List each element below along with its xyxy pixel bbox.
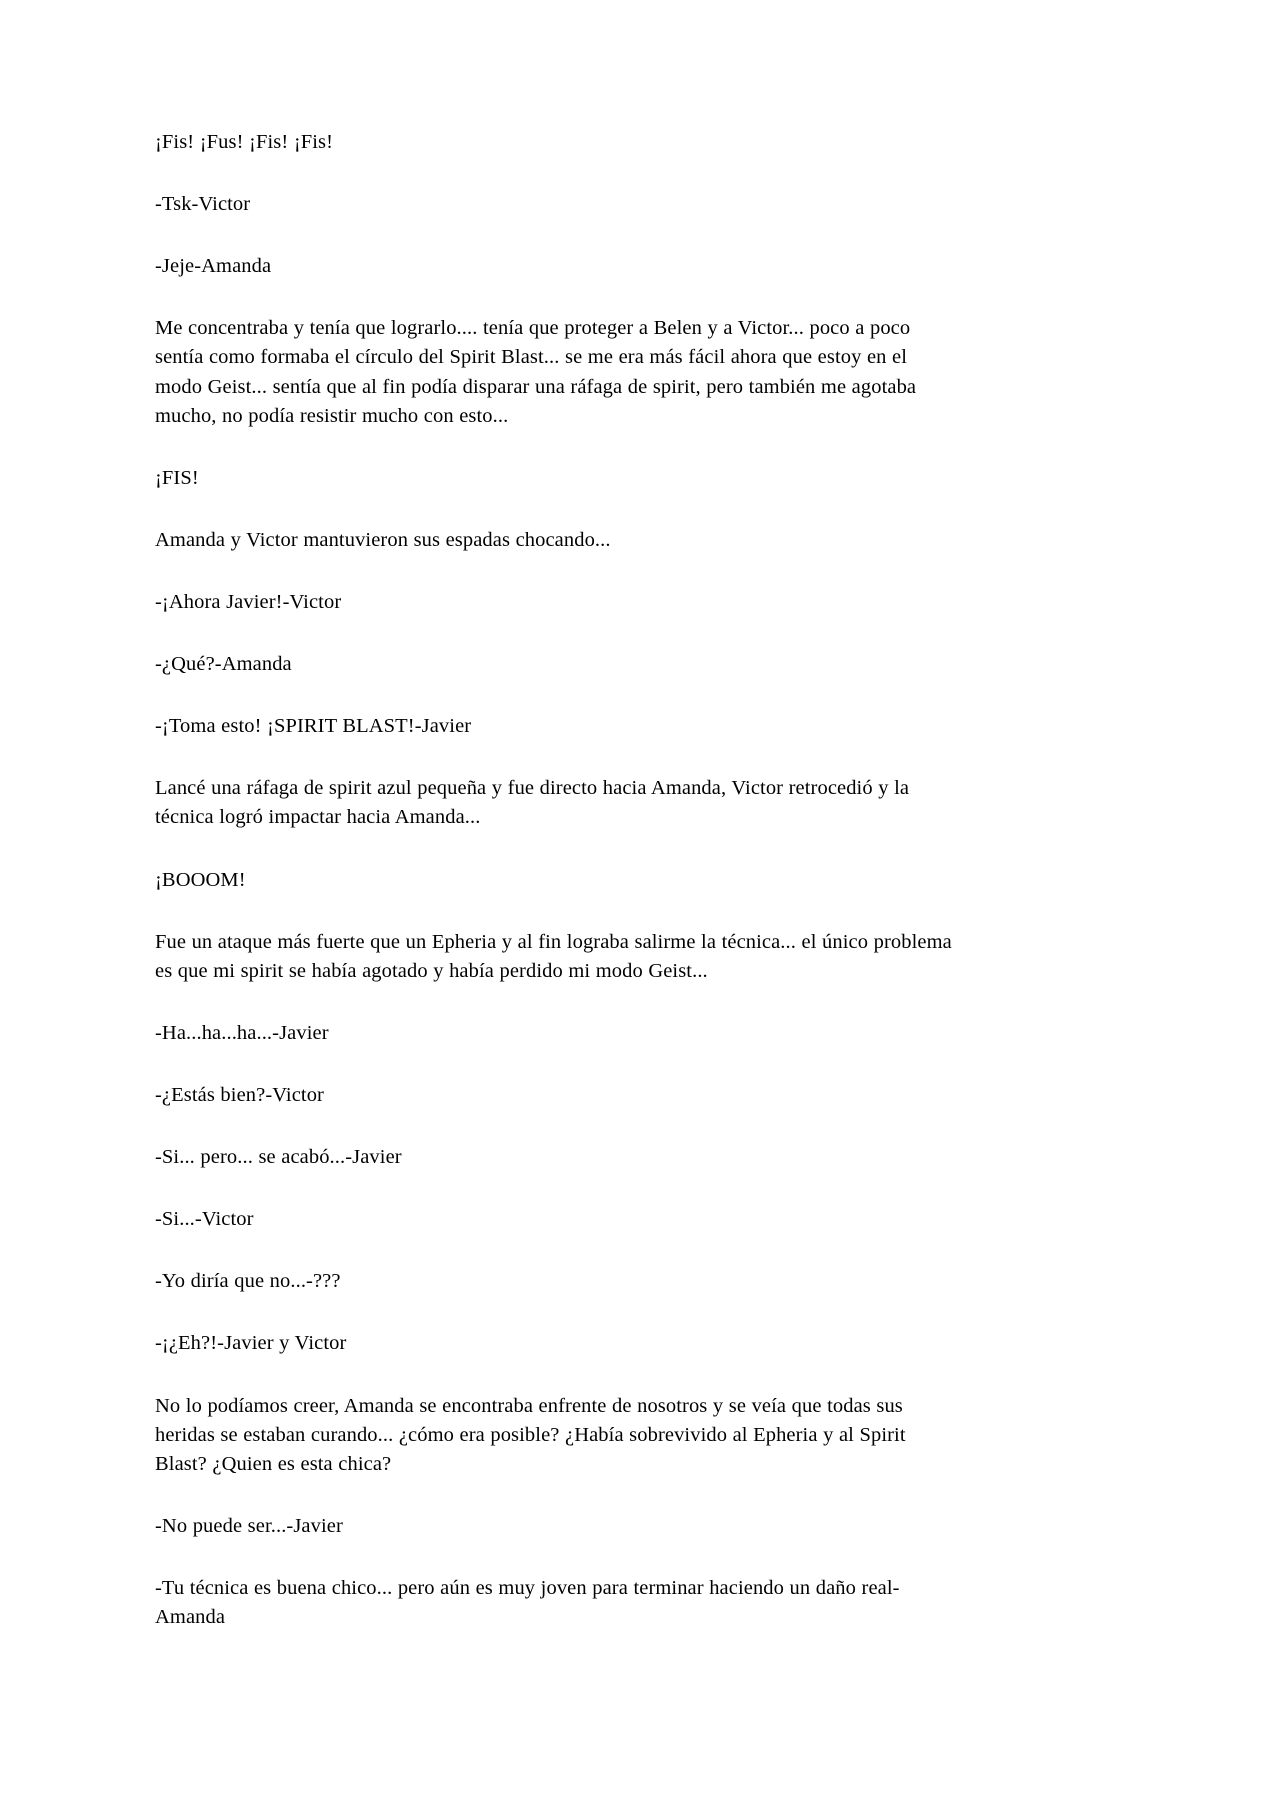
- paragraph: Amanda y Victor mantuvieron sus espadas chocando...: [155, 528, 611, 551]
- paragraph: ¡BOOOM!: [155, 868, 246, 891]
- paragraph: -Jeje-Amanda: [155, 255, 272, 278]
- paragraph: Fue un ataque más fuerte que un Epheria y al fin lograba salirme la técnica... el único problema es que mi spirit se había agotado y había perdido mi modo Geist...: [155, 930, 952, 982]
- paragraph: -¿Qué?-Amanda: [155, 653, 292, 676]
- paragraph: -¡¿Eh?!-Javier y Victor: [155, 1332, 347, 1355]
- paragraph: ¡Fis! ¡Fus! ¡Fis! ¡Fis!: [155, 131, 334, 153]
- paragraph: Lancé una ráfaga de spirit azul pequeña y fue directo hacia Amanda, Victor retrocedió y la técnica logró impactar hacia Amanda...: [155, 777, 910, 829]
- paragraph: -Si...-Victor: [155, 1208, 254, 1231]
- paragraph: ¡FIS!: [155, 466, 199, 489]
- paragraph: -No puede ser...-Javier: [155, 1514, 343, 1537]
- paragraph: -Tu técnica es buena chico... pero aún es muy joven para terminar haciendo un daño real-Amanda: [155, 1576, 900, 1629]
- document-body: [155, 128, 955, 1632]
- paragraph: -¿Estás bien?-Victor: [155, 1083, 324, 1106]
- paragraph: -Yo diría que no...-???: [155, 1270, 341, 1293]
- paragraph: No lo podíamos creer, Amanda se encontraba enfrente de nosotros y se veía que todas sus heridas se estaban curando... ¿cómo era posible? ¿Había sobrevivido al Epheria y al Spirit Blast? ¿Quien es esta chica?: [155, 1394, 906, 1475]
- paragraph: -¡Toma esto! ¡SPIRIT BLAST!-Javier: [155, 715, 472, 738]
- paragraph: -¡Ahora Javier!-Victor: [155, 590, 342, 613]
- paragraph: Me concentraba y tenía que lograrlo.... tenía que proteger a Belen y a Victor... poco a poco sentía como formaba el círculo del Spirit Blast... se me era más fácil ahora que estoy en el modo Geist... sentía que al fin podía disparar una ráfaga de spirit, pero también me agotaba mucho, no podía resistir mucho con esto...: [155, 317, 917, 427]
- paragraph: -Si... pero... se acabó...-Javier: [155, 1146, 402, 1169]
- paragraph: -Ha...ha...ha...-Javier: [155, 1021, 329, 1044]
- paragraph: -Tsk-Victor: [155, 193, 251, 216]
